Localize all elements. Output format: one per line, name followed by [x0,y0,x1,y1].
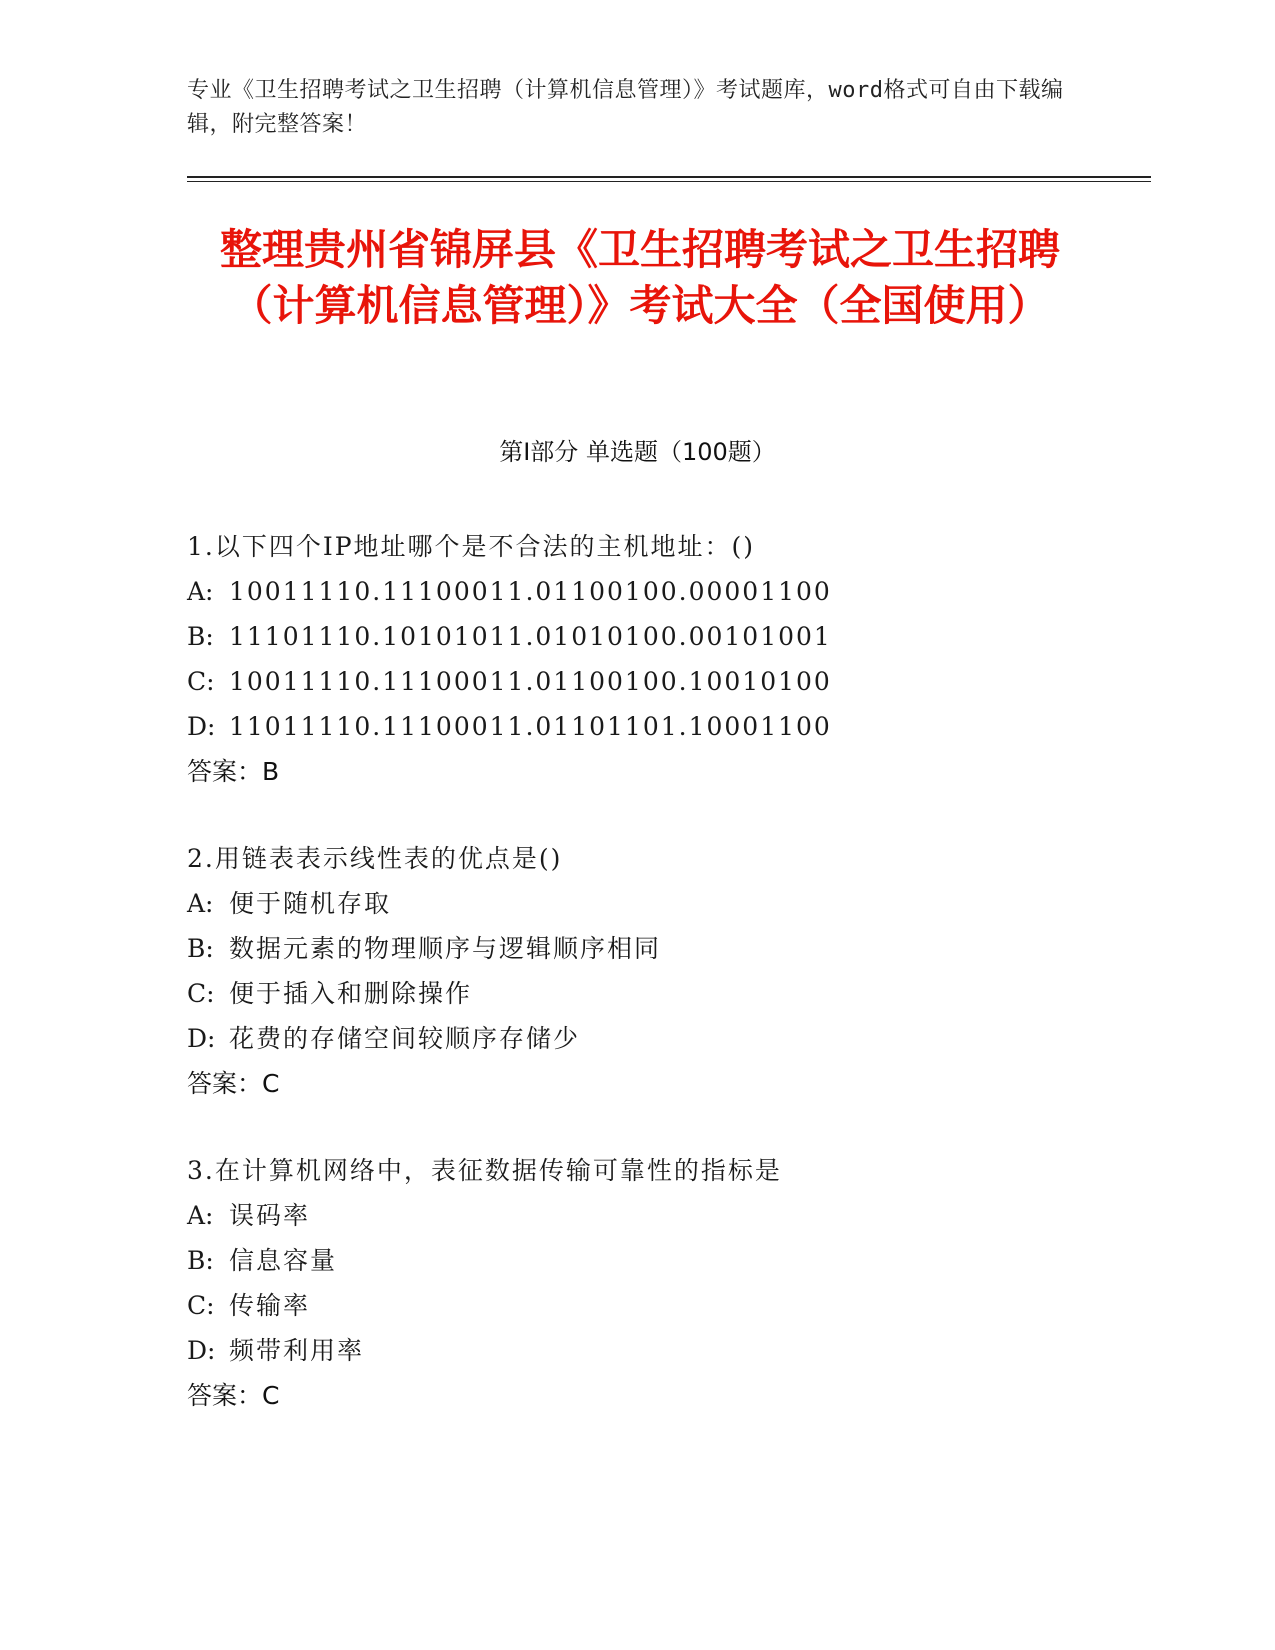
option-key: C: [187,979,215,1008]
option-key: D: [187,1024,216,1053]
question-stem: 2.用链表表示线性表的优点是() [187,844,563,873]
question-3 [187,1148,1147,1418]
option-d [187,1328,1147,1373]
option-c [187,971,1147,1016]
option-text: 10011110.11100011.01100100.00001100 [229,577,832,606]
option-a [187,1193,1147,1238]
option-text: 误码率 [229,1201,311,1230]
option-b [187,926,1147,971]
option-d [187,704,1147,749]
option-d [187,1016,1147,1061]
option-key: B: [187,1246,214,1275]
option-key: B: [187,934,214,963]
option-key: A: [187,1201,214,1230]
option-c [187,659,1147,704]
option-text: 11101110.10101011.01010100.00101001 [229,622,832,651]
question-list [187,524,1147,1460]
option-key: A: [187,577,214,606]
answer-value: B [262,757,280,786]
option-c [187,1283,1147,1328]
document-title: 整理贵州省锦屏县《卫生招聘考试之卫生招聘（计算机信息管理）》考试大全（全国使用） [219,225,1060,330]
option-b [187,1238,1147,1283]
answer-line [187,1373,1147,1418]
option-text: 10011110.11100011.01100100.10010100 [229,667,832,696]
option-key: A: [187,889,214,918]
section-heading: 第Ⅰ部分 单选题（100题） [499,438,776,466]
answer-line [187,1061,1147,1106]
answer-label: 答案： [187,757,263,786]
question-1 [187,524,1147,794]
option-a [187,881,1147,926]
option-b [187,614,1147,659]
header-divider-thin [187,181,1151,182]
option-text: 频带利用率 [229,1336,365,1365]
option-key: C: [187,667,215,696]
question-stem: 3.在计算机网络中，表征数据传输可靠性的指标是 [187,1156,782,1185]
option-key: D: [187,1336,216,1365]
option-text: 信息容量 [229,1246,338,1275]
option-key: B: [187,622,214,651]
option-text: 数据元素的物理顺序与逻辑顺序相同 [229,934,662,963]
option-key: D: [187,712,216,741]
answer-line [187,749,1147,794]
answer-value: C [262,1069,280,1098]
header-note: 专业《卫生招聘考试之卫生招聘（计算机信息管理）》考试题库，word格式可自由下载编辑，附完整答案！ [187,78,1064,137]
answer-label: 答案： [187,1381,263,1410]
option-a [187,569,1147,614]
question-stem: 1.以下四个IP地址哪个是不合法的主机地址：() [187,532,756,561]
option-text: 传输率 [229,1291,311,1320]
answer-label: 答案： [187,1069,263,1098]
option-text: 便于插入和删除操作 [229,979,473,1008]
option-text: 11011110.11100011.01101101.10001100 [229,712,832,741]
option-text: 便于随机存取 [229,889,392,918]
option-text: 花费的存储空间较顺序存储少 [229,1024,581,1053]
answer-value: C [262,1381,280,1410]
question-2 [187,836,1147,1106]
header-divider-thick [187,176,1151,178]
option-key: C: [187,1291,215,1320]
